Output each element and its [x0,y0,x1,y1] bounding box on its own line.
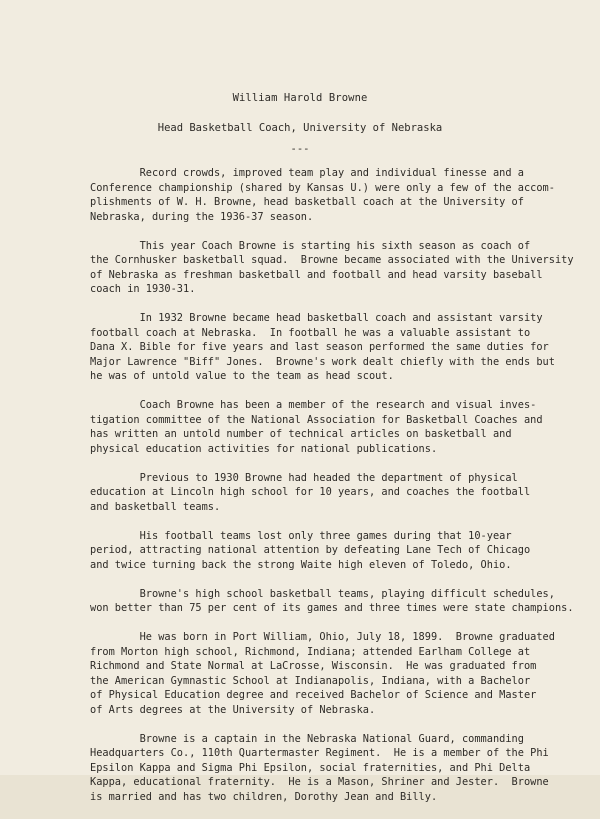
paragraph-line: of Arts degrees at the University of Nebraska. [90,703,376,716]
paragraph-line: physical education activities for national publications. [90,442,438,455]
paragraph-line: has written an untold number of technical articles on basketball and [90,428,512,440]
paragraph-line: tigation committee of the National Association for Basketball Coaches and [90,413,543,426]
paragraph-line: Headquarters Co., 110th Quartermaster Regiment. He is a member of the Phi [90,747,549,759]
paragraph-line: His football teams lost only three games during that 10-year [90,529,512,542]
paragraph-line: the Cornhusker basketball squad. Browne became associated with the University [90,254,574,266]
paragraph-line: Nebraska, during the 1936-37 season. [90,210,314,223]
document-title: William Harold Browne [232,92,368,104]
paragraph-6 [90,529,600,573]
paragraph-line: education at Lincoln high school for 10 years, and coaches the football [90,486,531,498]
paragraph-line: Epsilon Kappa and Sigma Phi Epsilon, social fraternities, and Phi Delta [90,761,531,774]
paragraph-line: This year Coach Browne is starting his sixth season as coach of [90,239,531,252]
paragraph-line: coach in 1930-31. [90,283,196,295]
paragraph-line: Browne is a captain in the Nebraska National Guard, commanding [90,732,524,745]
paragraph-4 [90,398,600,456]
title-separator: --- [290,143,310,155]
paragraph-line: Browne's high school basketball teams, playing difficult schedules, [90,587,555,600]
paragraph-line: won better than 75 per cent of its games and three times were state champions. [90,602,574,614]
paragraph-line: Previous to 1930 Browne had headed the department of physical [90,471,518,484]
paragraph-5 [90,471,600,515]
paragraph-line: Major Lawrence "Biff" Jones. Browne's work dealt chiefly with the ends but [90,355,555,368]
paragraph-line: Coach Browne has been a member of the research and visual inves- [90,399,537,411]
paragraph-line: he was of untold value to the team as head scout. [90,370,394,382]
paragraph-line: the American Gymnastic School at Indianapolis, Indiana, with a Bachelor [90,674,531,687]
paragraph-line: football coach at Nebraska. In football he was a valuable assistant to [90,326,531,339]
paragraph-line: from Morton high school, Richmond, Indiana; attended Earlham College at [90,645,531,658]
paragraph-line: plishments of W. H. Browne, head basketball coach at the University of [90,196,524,208]
paragraph-line: Conference championship (shared by Kansas U.) were only a few of the accom- [90,181,555,194]
paragraph-line: Richmond and State Normal at LaCrosse, Wisconsin. He was graduated from [90,660,537,672]
paragraph-line: and basketball teams. [90,500,221,513]
document-subtitle: Head Basketball Coach, University of Nebraska [157,122,443,134]
paragraph-7 [90,587,600,616]
paragraph-3 [90,311,600,384]
paragraph-line: In 1932 Browne became head basketball coach and assistant varsity [90,312,543,324]
paragraph-9 [90,732,600,805]
paragraph-line: is married and has two children, Dorothy Jean and Billy. [90,790,438,803]
document-body [90,166,600,819]
paragraph-line: and twice turning back the strong Waite high eleven of Toledo, Ohio. [90,558,512,571]
paragraph-8 [90,630,600,717]
paragraph-line: Dana X. Bible for five years and last season performed the same duties for [90,341,549,353]
paragraph-line: He was born in Port William, Ohio, July 18, 1899. Browne graduated [90,631,555,643]
paragraph-line: Kappa, educational fraternity. He is a Mason, Shriner and Jester. Browne [90,776,549,788]
paragraph-line: period, attracting national attention by defeating Lane Tech of Chicago [90,544,531,556]
paragraph-line: of Nebraska as freshman basketball and football and head varsity baseball [90,268,543,281]
paragraph-line: Record crowds, improved team play and individual finesse and a [90,167,524,179]
paragraph-2 [90,239,600,297]
paragraph-line: of Physical Education degree and received Bachelor of Science and Master [90,689,537,701]
paragraph-1 [90,166,600,224]
